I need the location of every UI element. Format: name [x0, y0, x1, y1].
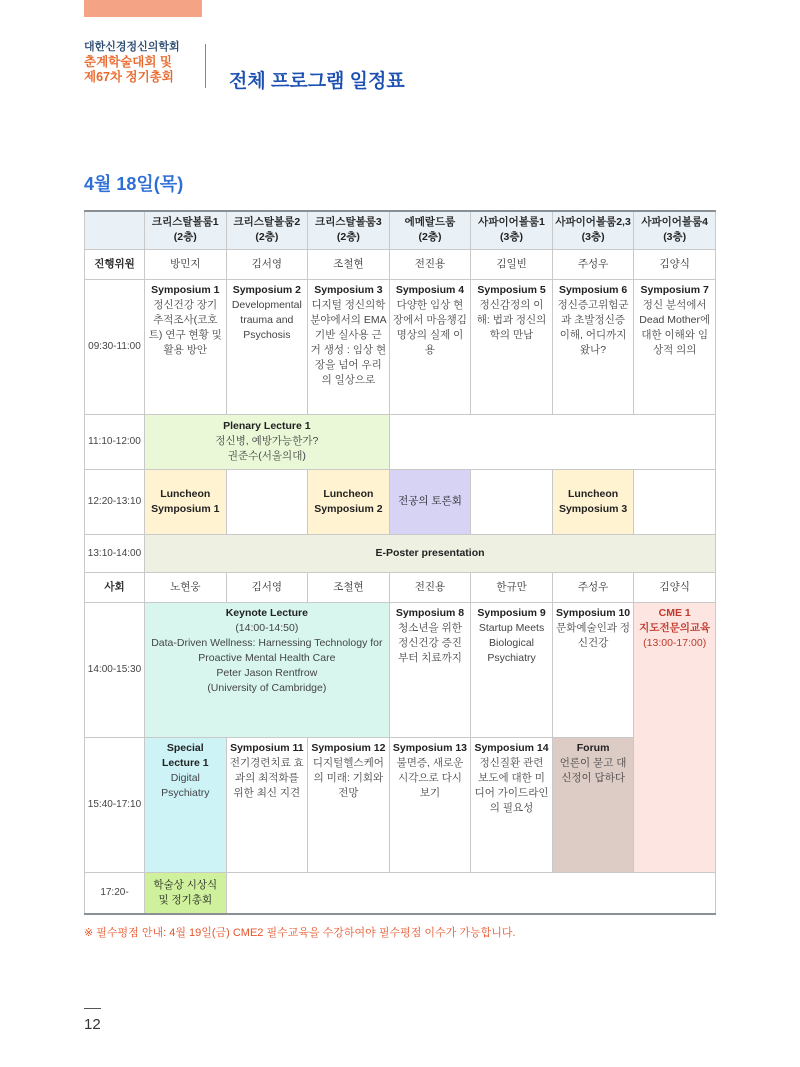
session-cell: Symposium 3 디지털 정신의학 분야에서의 EMA 기반 실사용 근거 생성 : 임상 현장을 넘어 우리의 일상으로 [308, 279, 390, 414]
schedule-table [84, 210, 716, 915]
morning-row [85, 279, 716, 414]
cme-cell: CME 1 지도전문의교육 (13:00-17:00) [634, 602, 716, 872]
time-cell: 11:10-12:00 [85, 414, 145, 469]
session-cell: Symposium 11 전기경련치료 효과의 최적화를 위한 최신 지견 [226, 737, 308, 872]
session-cell: Symposium 12 디지털헬스케어의 미래: 기회와 전망 [308, 737, 390, 872]
chair-name: 김양식 [634, 249, 716, 279]
room-header: 크리스탈볼룸1 (2층) [145, 211, 227, 249]
host-name: 김양식 [634, 572, 716, 602]
forum-cell: Forum 언론이 묻고 대신정이 답하다 [552, 737, 634, 872]
session-cell: Symposium 4 다양한 임상 현장에서 마음챙김 명상의 실제 이용 [389, 279, 471, 414]
room-header: 크리스탈볼룸2 (2층) [226, 211, 308, 249]
session-cell: Symposium 2 Developmental trauma and Psychosis [226, 279, 308, 414]
empty-cell [226, 469, 308, 534]
chair-name: 김일빈 [471, 249, 553, 279]
chair-name: 방민지 [145, 249, 227, 279]
time-cell: 09:30-11:00 [85, 279, 145, 414]
keynote-cell: Keynote Lecture (14:00-14:50) Data-Driven Wellness: Harnessing Technology for Proactive Mental Health Care Peter Jason Rentfrow (University of Cambridge) [145, 602, 390, 737]
luncheon-cell: Luncheon Symposium 3 [552, 469, 634, 534]
header-divider [205, 44, 206, 88]
top-accent-bar [84, 0, 202, 17]
room-header: 사파이어볼룸1 (3층) [471, 211, 553, 249]
poster-cell: E-Poster presentation [145, 534, 716, 572]
debate-cell: 전공의 토론회 [389, 469, 471, 534]
room-header: 크리스탈볼룸3 (2층) [308, 211, 390, 249]
time-cell: 15:40-17:10 [85, 737, 145, 872]
room-header: 에메랄드룸 (2층) [389, 211, 471, 249]
empty-cell [389, 414, 715, 469]
page-number: 12 [84, 1016, 101, 1033]
time-cell: 13:10-14:00 [85, 534, 145, 572]
session-cell: Symposium 10 문화예술인과 정신건강 [552, 602, 634, 737]
chair-row [85, 249, 716, 279]
session-cell: Symposium 9 Startup Meets Biological Psychiatry [471, 602, 553, 737]
session-cell: Symposium 6 정신증고위험군과 초발정신증 이해, 어디까지 왔나? [552, 279, 634, 414]
org-line-2: 춘계학술대회 및 [84, 55, 172, 69]
org-line-1: 대한신경정신의학회 [84, 41, 180, 53]
session-cell: Symposium 1 정신건강 장기 추적조사(코호트) 연구 현황 및 활용 방안 [145, 279, 227, 414]
plenary-row [85, 414, 716, 469]
host-name: 노현웅 [145, 572, 227, 602]
lunch-row [85, 469, 716, 534]
room-header: 사파이어볼룸2,3 (3층) [552, 211, 634, 249]
session-cell: Symposium 13 불면증, 새로운 시각으로 다시 보기 [389, 737, 471, 872]
host-name: 김서영 [226, 572, 308, 602]
chair-name: 주성우 [552, 249, 634, 279]
session-cell: Symposium 14 정신질환 관련 보도에 대한 미디어 가이드라인의 필요성 [471, 737, 553, 872]
empty-cell [634, 469, 716, 534]
host-name: 조철현 [308, 572, 390, 602]
session-cell: Symposium 5 정신감정의 이해: 법과 정신의학의 만남 [471, 279, 553, 414]
time-cell: 12:20-13:10 [85, 469, 145, 534]
chair-name: 전진용 [389, 249, 471, 279]
org-line-3: 제67차 정기총회 [84, 70, 174, 84]
chair-label: 진행위원 [85, 249, 145, 279]
chair-name: 김서영 [226, 249, 308, 279]
time-cell: 14:00-15:30 [85, 602, 145, 737]
ceremony-cell: 학술상 시상식 및 정기총회 [145, 872, 227, 914]
ceremony-row [85, 872, 716, 914]
afternoon-row-2 [85, 737, 716, 872]
afternoon-row-1 [85, 602, 716, 737]
host-label: 사회 [85, 572, 145, 602]
page-title: 전체 프로그램 일정표 [229, 71, 405, 92]
host-row [85, 572, 716, 602]
room-header-row [85, 211, 716, 249]
luncheon-cell: Luncheon Symposium 1 [145, 469, 227, 534]
luncheon-cell: Luncheon Symposium 2 [308, 469, 390, 534]
session-cell: Symposium 8 청소년을 위한 정신건강 증진 부터 치료까지 [389, 602, 471, 737]
chair-name: 조철현 [308, 249, 390, 279]
poster-row [85, 534, 716, 572]
time-cell: 17:20- [85, 872, 145, 914]
date-heading: 4월 18일(목) [84, 174, 184, 194]
special-lecture-cell: Special Lecture 1 Digital Psychiatry [145, 737, 227, 872]
org-block [84, 40, 204, 85]
required-credit-note: ※ 필수평점 안내: 4월 19일(금) CME2 필수교육을 수강하여야 필수평점 이수가 가능합니다. [84, 927, 516, 939]
host-name: 전진용 [389, 572, 471, 602]
page-number-rule [84, 1008, 101, 1009]
corner-cell [85, 211, 145, 249]
host-name: 주성우 [552, 572, 634, 602]
session-cell: Symposium 7 정신 분석에서 Dead Mother에 대한 이해와 임상적 의의 [634, 279, 716, 414]
empty-cell [471, 469, 553, 534]
plenary-cell: Plenary Lecture 1 정신병, 예방가능한가? 권준수(서울의대) [145, 414, 390, 469]
empty-cell [226, 872, 715, 914]
room-header: 사파이어볼룸4 (3층) [634, 211, 716, 249]
host-name: 한규만 [471, 572, 553, 602]
